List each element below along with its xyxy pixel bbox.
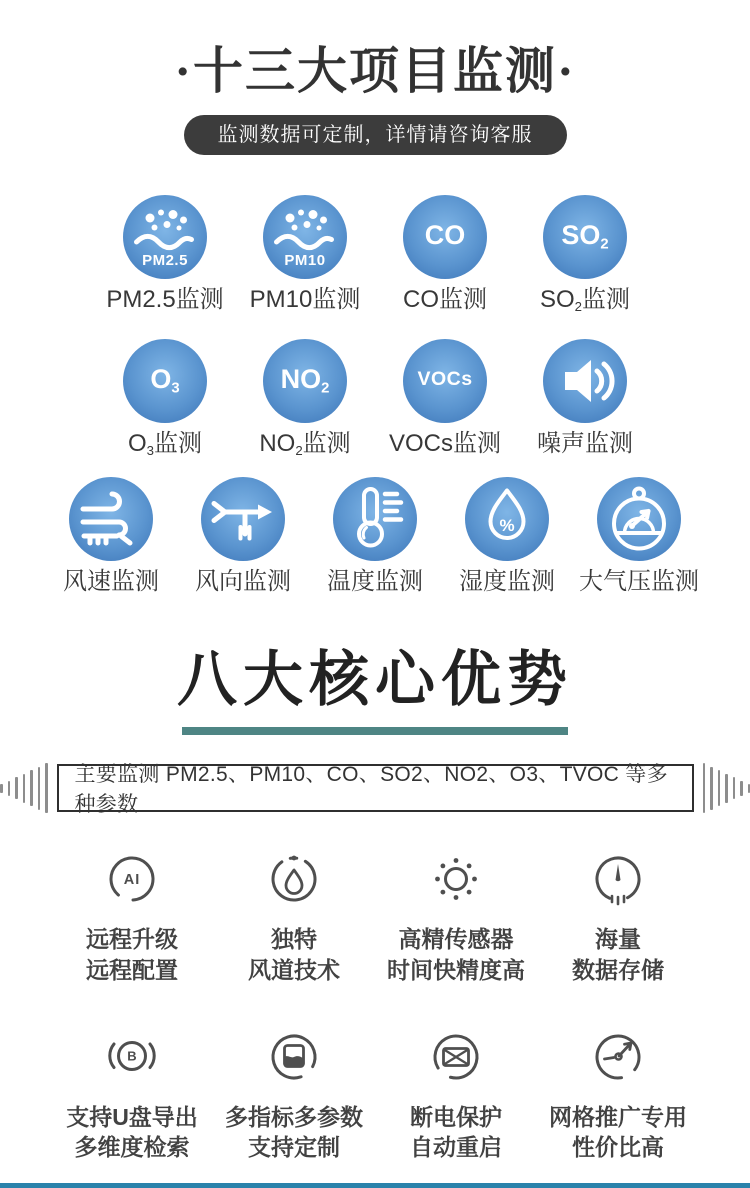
monitor-label: 风向监测 [195,567,291,595]
icon-caption: PM2.5 [142,252,188,269]
monitor-row-1 [0,195,750,315]
advantage-label: 海量 数据存储 [572,926,664,983]
icon-formula: $NO_2$ [280,363,330,397]
wind-direction-icon [201,477,285,561]
advantage-row-2 [0,1029,750,1163]
icon-caption: PM10 [284,252,326,269]
monitor-item-pm10 [235,195,375,315]
advantage-label: 独特 风道技术 [248,926,340,983]
advantage-sensor [375,851,537,985]
icon-formula: $O_3$ [150,363,180,397]
monitor-row-2 [0,339,750,459]
advantage-remote-upgrade [51,851,213,985]
monitor-label: PM10监测 [249,286,361,313]
icon-formula: VOCs [417,367,473,390]
parameters-banner [0,763,750,817]
o3-icon [123,339,207,423]
no2-icon [263,339,347,423]
data-storage-icon [590,851,646,907]
advantage-label: 断电保护 自动重启 [410,1104,502,1161]
icon-formula: $SO_2$ [561,220,609,253]
advantage-row-1 [0,851,750,985]
thermometer-art [333,477,417,561]
noise-speaker-icon [543,339,627,423]
icon-caption: % [499,515,515,535]
monitor-item-pm25 [95,195,235,315]
advantage-label: 多指标多参数 支持定制 [225,1104,363,1161]
gauge-clock-icon [590,1029,646,1085]
parameters-box: 主要监测 PM2.5、PM10、CO、SO2、NO2、O3、TVOC 等多种参数 [57,764,694,812]
wind-lines-art [69,477,153,561]
wind-vane-art [201,477,285,561]
pm25-icon [123,195,207,279]
monitor-item-wind-speed [45,477,177,597]
advantage-label: 网格推广专用 性价比高 [549,1104,687,1161]
usb-export-icon [104,1029,160,1085]
icon-formula: CO [424,220,466,250]
monitor-item-no2 [235,339,375,459]
monitor-label: PM2.5监测 [106,286,224,313]
air-duct-drop-icon [266,851,322,907]
advantage-storage [537,851,699,985]
monitor-label: $SO_2$监测 [539,286,631,314]
advantage-label: 高精传感器 时间快精度高 [387,926,525,983]
wind-speed-icon [69,477,153,561]
temperature-icon [333,477,417,561]
barometer-art [597,477,681,561]
monitor-item-temperature [309,477,441,597]
speaker-art [543,339,627,423]
monitor-label: 噪声监测 [537,429,633,457]
advantage-label: 支持U盘导出 多维度检索 [66,1104,198,1161]
monitor-label: 风速监测 [63,567,159,595]
so2-icon [543,195,627,279]
monitor-label: 大气压监测 [579,567,699,595]
advantage-air-duct [213,851,375,985]
advantage-cost-effective [537,1029,699,1163]
advantage-label: 远程升级 远程配置 [86,926,178,983]
multi-param-icon [266,1029,322,1085]
humidity-icon [465,477,549,561]
monitor-item-so2 [515,195,655,315]
pressure-icon [597,477,681,561]
customization-badge: 监测数据可定制，详情请咨询客服 [184,115,567,155]
monitor-label: $O_3$监测 [127,429,202,458]
monitor-label: CO监测 [403,286,487,313]
monitor-label: $NO_2$监测 [259,429,351,458]
monitor-label: 湿度监测 [459,567,555,595]
monitor-item-o3 [95,339,235,459]
monitor-item-vocs [375,339,515,459]
monitor-item-co [375,195,515,315]
monitor-item-humidity [441,477,573,597]
sun-sensor-icon [428,851,484,907]
monitor-row-3 [0,477,750,597]
advantage-usb-export [51,1029,213,1163]
vocs-icon [403,339,487,423]
monitor-item-wind-direction [177,477,309,597]
monitor-label: VOCs监测 [388,429,501,457]
section-title: 八大核心优势 [177,647,573,714]
soundwave-right-icon [703,763,750,813]
monitor-item-noise [515,339,655,459]
soundwave-left-icon [0,763,48,813]
svg-text:B: B [127,1048,137,1064]
title-underline [182,727,568,735]
power-protect-icon [428,1029,484,1085]
advantage-multi-param [213,1029,375,1163]
svg-text:AI: AI [123,872,141,889]
ai-icon [104,851,160,907]
page-title: ·十三大项目监测· [174,43,576,99]
monitor-item-pressure [573,477,705,597]
pm10-icon [263,195,347,279]
monitor-label: 温度监测 [327,567,423,595]
advantage-power-protect [375,1029,537,1163]
co-icon [403,195,487,279]
bottom-divider [0,1183,750,1188]
